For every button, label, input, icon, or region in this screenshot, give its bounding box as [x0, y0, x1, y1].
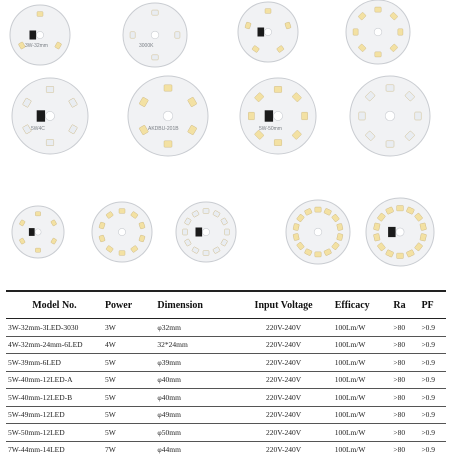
cell-power: 3W: [103, 319, 155, 337]
center-hole: [163, 111, 173, 121]
table-row: [6, 389, 446, 407]
cell-ra: >80: [391, 389, 419, 407]
col-dimension: Dimension: [155, 291, 234, 319]
led-chip: [397, 205, 404, 210]
led-chip: [37, 12, 43, 17]
table-header-row: [6, 291, 446, 319]
cell-dimension: 32*24mm: [155, 336, 234, 354]
center-hole: [264, 28, 271, 35]
led-chip: [397, 253, 404, 258]
board-silkscreen-label: AKDBU-201B: [148, 126, 179, 132]
center-hole: [202, 228, 209, 235]
center-hole: [273, 111, 282, 120]
cell-pf: >0.9: [419, 371, 446, 389]
led-chip: [302, 112, 308, 120]
board-silkscreen-label: 5W-50mm: [259, 126, 282, 132]
table-row: [6, 319, 446, 337]
center-hole: [35, 229, 41, 235]
cell-model: 5W-40mm-12LED-B: [6, 389, 103, 407]
cell-input-voltage: 220V-240V: [235, 389, 333, 407]
cell-input-voltage: 220V-240V: [235, 319, 333, 337]
cell-dimension: φ49mm: [155, 406, 234, 424]
board-silkscreen-label: 3W-32mm: [25, 43, 48, 49]
cell-model: 5W-50mm-12LED: [6, 424, 103, 442]
led-chip: [375, 52, 381, 57]
cell-pf: >0.9: [419, 336, 446, 354]
led-chip: [375, 7, 381, 12]
center-hole: [45, 111, 54, 120]
center-hole: [314, 228, 322, 236]
led-chip: [386, 141, 394, 147]
col-ra: Ra: [391, 291, 419, 319]
led-chip: [274, 140, 282, 146]
led-chip: [265, 9, 271, 14]
cell-pf: >0.9: [419, 441, 446, 458]
led-chip: [398, 29, 403, 35]
cell-ra: >80: [391, 441, 419, 458]
led-board: [92, 202, 152, 262]
board-silkscreen-label: 5W4C: [31, 126, 45, 132]
cell-model: 5W-49mm-12LED: [6, 406, 103, 424]
cell-model: 5W-39mm-6LED: [6, 354, 103, 372]
cell-power: 5W: [103, 406, 155, 424]
cell-input-voltage: 220V-240V: [235, 354, 333, 372]
driver-ic: [258, 28, 265, 37]
cell-pf: >0.9: [419, 319, 446, 337]
driver-ic: [29, 228, 35, 236]
cell-efficacy: 100Lm/W: [333, 354, 392, 372]
cell-pf: >0.9: [419, 406, 446, 424]
led-chip: [35, 248, 40, 252]
led-chip: [164, 141, 172, 147]
cell-efficacy: 100Lm/W: [333, 389, 392, 407]
table-row: [6, 336, 446, 354]
led-chip: [386, 85, 394, 91]
board-silkscreen-label: 3000K: [139, 43, 153, 49]
cell-efficacy: 100Lm/W: [333, 371, 392, 389]
driver-ic: [196, 228, 203, 237]
cell-input-voltage: 220V-240V: [235, 371, 333, 389]
led-chip: [225, 229, 230, 235]
led-board: [128, 76, 208, 156]
led-chip: [35, 212, 40, 216]
cell-ra: >80: [391, 424, 419, 442]
cell-efficacy: 100Lm/W: [333, 319, 392, 337]
led-board: [10, 5, 70, 65]
led-chip: [315, 207, 321, 212]
table-row: [6, 371, 446, 389]
cell-input-voltage: 220V-240V: [235, 441, 333, 458]
led-chip: [175, 32, 180, 38]
cell-efficacy: 100Lm/W: [333, 441, 392, 458]
cell-power: 5W: [103, 424, 155, 442]
led-chip: [274, 86, 282, 92]
cell-input-voltage: 220V-240V: [235, 406, 333, 424]
table-row: [6, 354, 446, 372]
led-board: [238, 2, 298, 62]
center-hole: [36, 31, 43, 38]
led-chip: [248, 112, 254, 120]
led-board: [176, 202, 236, 262]
led-chip: [119, 251, 125, 256]
cell-ra: >80: [391, 336, 419, 354]
led-chip: [183, 229, 188, 235]
col-power: Power: [103, 291, 155, 319]
cell-dimension: φ32mm: [155, 319, 234, 337]
led-board: [12, 78, 88, 154]
cell-efficacy: 100Lm/W: [333, 336, 392, 354]
center-hole: [118, 228, 125, 235]
led-chip: [353, 29, 358, 35]
cell-power: 5W: [103, 389, 155, 407]
table-row: [6, 424, 446, 442]
led-chip: [164, 85, 172, 91]
cell-ra: >80: [391, 319, 419, 337]
led-chip: [203, 251, 209, 256]
cell-power: 5W: [103, 354, 155, 372]
led-board: [240, 78, 316, 154]
cell-power: 7W: [103, 441, 155, 458]
driver-ic: [37, 110, 45, 121]
led-chip: [152, 10, 158, 15]
led-board: [366, 198, 434, 266]
cell-ra: >80: [391, 371, 419, 389]
spec-table: [6, 290, 446, 458]
cell-dimension: φ39mm: [155, 354, 234, 372]
cell-pf: >0.9: [419, 424, 446, 442]
col-input-voltage: Input Voltage: [235, 291, 333, 319]
led-chip: [152, 55, 158, 60]
center-hole: [396, 228, 404, 236]
led-chip: [46, 140, 54, 146]
led-board: [346, 0, 410, 64]
led-chip: [359, 112, 365, 120]
cell-dimension: φ44mm: [155, 441, 234, 458]
cell-dimension: φ40mm: [155, 389, 234, 407]
col-efficacy: Efficacy: [333, 291, 392, 319]
cell-input-voltage: 220V-240V: [235, 336, 333, 354]
cell-dimension: φ40mm: [155, 371, 234, 389]
col-model: Model No.: [6, 291, 103, 319]
led-chip: [203, 209, 209, 214]
led-chip: [315, 252, 321, 257]
cell-pf: >0.9: [419, 354, 446, 372]
cell-input-voltage: 220V-240V: [235, 424, 333, 442]
led-chip: [415, 112, 421, 120]
center-hole: [151, 31, 159, 39]
driver-ic: [30, 31, 37, 40]
cell-ra: >80: [391, 406, 419, 424]
cell-model: 5W-40mm-12LED-A: [6, 371, 103, 389]
cell-model: 4W-32mm-24mm-6LED: [6, 336, 103, 354]
led-chip: [130, 32, 135, 38]
center-hole: [385, 111, 395, 121]
led-board: [350, 76, 430, 156]
cell-efficacy: 100Lm/W: [333, 406, 392, 424]
col-pf: PF: [419, 291, 446, 319]
led-chip: [46, 86, 54, 92]
led-board: [123, 3, 187, 67]
cell-pf: >0.9: [419, 389, 446, 407]
center-hole: [374, 28, 382, 36]
led-chip: [119, 209, 125, 214]
cell-efficacy: 100Lm/W: [333, 424, 392, 442]
spec-table-body: [6, 319, 446, 458]
cell-power: 4W: [103, 336, 155, 354]
cell-power: 5W: [103, 371, 155, 389]
led-board: [286, 200, 350, 264]
cell-ra: >80: [391, 354, 419, 372]
driver-ic: [388, 227, 395, 237]
cell-model: 3W-32mm-3LED-3030: [6, 319, 103, 337]
driver-ic: [265, 110, 273, 121]
cell-dimension: φ50mm: [155, 424, 234, 442]
cell-model: 7W-44mm-14LED: [6, 441, 103, 458]
led-board: [12, 206, 64, 258]
table-row: [6, 406, 446, 424]
